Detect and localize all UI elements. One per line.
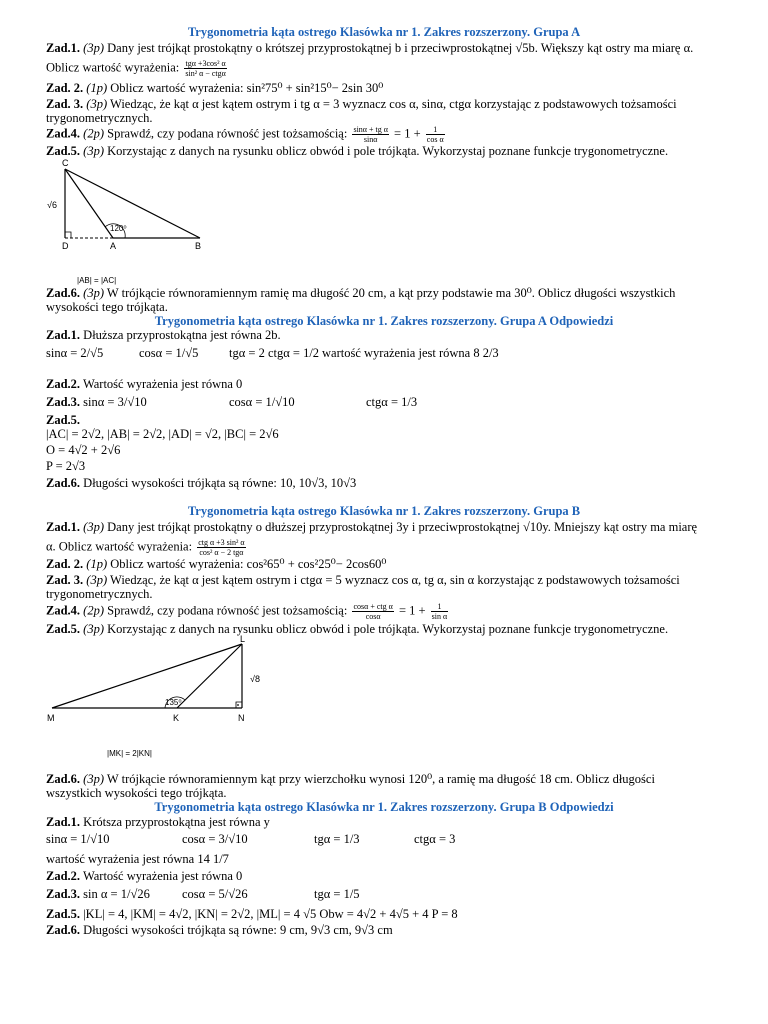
b-condition: |MK| = 2|KN|: [107, 749, 152, 758]
a-task-6-cont: wysokości tego trójkąta.: [46, 300, 168, 314]
a-condition: |AB| = |AC|: [77, 276, 117, 285]
b-task-4: Zad.4. (2p) Sprawdź, czy podana równość jest tożsamością: $\frac{\text{cosα + ctg α}}{\cos\alpha}$ = 1 + $\frac{1}{\text{sin α}}$: [46, 602, 448, 621]
b-task-3: Zad. 3. (3p) Wiedząc, że kąt α jest kątem ostrym i ctgα = 5 wyznacz cos α, tg α, sin α korzystając z podstawowych tożsamości: [46, 573, 680, 587]
b-task-1-expr: α. Oblicz wartość wyrażenia: $\frac{\text{ctg α +3 sin² α}}{\text{cos² α − 2 tgα}}$: [46, 538, 245, 557]
a-point-d: D: [62, 241, 69, 251]
b-angle-label: 135⁰: [165, 698, 182, 707]
ans-b-6: Zad.6. Długości wysokości trójkąta są równe: 9 cm, 9√3 cm, 9√3 cm: [46, 923, 393, 937]
a-point-b: B: [195, 241, 202, 251]
group-a-title: Trygonometria kąta ostrego Klasówka nr 1. Zakres rozszerzony. Grupa A: [187, 25, 581, 39]
group-b-title: Trygonometria kąta ostrego Klasówka nr 1. Zakres rozszerzony. Grupa B: [187, 504, 581, 518]
answers-a-title: Trygonometria kąta ostrego Klasówka nr 1. Zakres rozszerzony. Grupa A Odpowiedzi: [154, 314, 614, 328]
b-task-4-fraction: $\frac{\text{cosα + ctg α}}{\cos\alpha}$: [353, 602, 393, 621]
a-task-3-cont: trygonometrycznych.: [46, 111, 153, 125]
ans-a-3: Zad.3. sinα = 3/√10 cosα = 1/√10 ctgα = 1/3: [46, 395, 418, 409]
b-triangle-figure: [45, 632, 285, 762]
b-task-4-fraction-2: $\frac{1}{\text{sin α}}$: [431, 602, 448, 621]
b-task-3-cont: trygonometrycznych.: [46, 587, 153, 601]
b-task-6-cont: wszystkich wysokości tego trójkąta.: [46, 786, 227, 800]
a-task-1-expr: Oblicz wartość wyrażenia: $\frac{\text{tgα +3cos² α}}{\text{sin² α − ctgα}}$: [46, 59, 226, 78]
a-task-4-fraction: $\frac{\text{sinα + tg α}}{\sin\alpha}$: [353, 125, 388, 144]
ans-a-5-l3: P = 2√3: [46, 459, 86, 473]
a-point-c: C: [62, 158, 69, 168]
b-task-5: Zad.5. (3p) Korzystając z danych na rysunku oblicz obwód i pole trójkąta. Wykorzystaj poznane funkcje trygonometryczne.: [46, 622, 669, 636]
b-point-l: L: [240, 634, 246, 644]
a-side-label: √6: [47, 200, 57, 210]
ans-a-5-label: Zad.5.: [46, 413, 81, 427]
ans-a-5-l2: O = 4√2 + 2√6: [46, 443, 121, 457]
a-point-a: A: [110, 241, 117, 251]
b-task-1-fraction: $\frac{\text{ctg α +3 sin² α}}{\text{cos² α − 2 tgα}}$: [198, 538, 245, 557]
b-task-2: Zad. 2. (1p) Oblicz wartość wyrażenia: cos²65⁰ + cos²25⁰− 2cos60⁰: [46, 557, 387, 571]
ans-a-5-l1: |AC| = 2√2, |AB| = 2√2, |AD| = √2, |BC| = 2√6: [46, 427, 279, 441]
ans-b-3: Zad.3. sin α = 1/√26 cosα = 5/√26 tgα = 1/5: [46, 887, 360, 901]
a-task-2: Zad. 2. (1p) Oblicz wartość wyrażenia: sin²75⁰ + sin²15⁰− 2sin 30⁰: [46, 81, 384, 95]
b-side-label: √8: [250, 674, 260, 684]
a-task-1: Zad.1. (3p) Dany jest trójkąt prostokątny o krótszej przyprostokątnej b i przeciwprostokątnej √5b. Większy kąt ostry ma miarę α.: [46, 41, 694, 55]
ans-a-1: Zad.1. Dłuższa przyprostokątna jest równa 2b.: [46, 328, 281, 342]
a-task-5: Zad.5. (3p) Korzystając z danych na rysunku oblicz obwód i pole trójkąta. Wykorzystaj poznane funkcje trygonometryczne.: [46, 144, 669, 158]
ans-b-2: Zad.2. Wartość wyrażenia jest równa 0: [46, 869, 243, 883]
b-point-k: K: [173, 713, 180, 723]
a-triangle-figure: [45, 155, 225, 290]
a-task-4: Zad.4. (2p) Sprawdź, czy podana równość jest tożsamością: $\frac{\text{sinα + tg α}}{\sin\alpha}$ = 1 + $\frac{1}{\text{cos α}}$: [46, 125, 444, 144]
a-task-1-fraction: $\frac{\text{tgα +3cos² α}}{\text{sin² α − ctgα}}$: [185, 59, 226, 78]
a-task-4-fraction-2: $\frac{1}{\text{cos α}}$: [426, 125, 444, 144]
ans-b-1-value: wartość wyrażenia jest równa 14 1/7: [46, 852, 229, 866]
ans-a-6: Zad.6. Długości wysokości trójkąta są równe: 10, 10√3, 10√3: [46, 476, 357, 490]
a-angle-label: 120⁰: [110, 224, 127, 233]
a-task-3: Zad. 3. (3p) Wiedząc, że kąt α jest kątem ostrym i tg α = 3 wyznacz cos α, sinα, ctgα korzystając z podstawowych tożsamości: [46, 97, 677, 111]
a-task-6: Zad.6. (3p) W trójkącie równoramiennym ramię ma długość 20 cm, a kąt przy podstawie ma 30⁰. Oblicz długości wszystkich: [46, 286, 676, 300]
ans-a-2: Zad.2. Wartość wyrażenia jest równa 0: [46, 377, 243, 391]
ans-b-1: Zad.1. Krótsza przyprostokątna jest równa y: [46, 815, 270, 829]
b-point-m: M: [47, 713, 55, 723]
b-task-1: Zad.1. (3p) Dany jest trójkąt prostokątny o dłuższej przyprostokątnej 3y i przeciwprostokątnej √10y. Mniejszy kąt ostry ma miarę: [46, 520, 698, 534]
worksheet-page: Trygonometria kąta ostrego Klasówka nr 1. Zakres rozszerzony. Grupa A Zad.1. (3p) Dany jest trójkąt prostokątny o krótszej przyprostokątnej b i przeciwprostokątnej √5b. Większy kąt ostry ma miarę α. Oblicz wartość wyrażenia: $\frac{\text{tgα +3cos² α}}{\text{sin² α − ctgα}}$ Zad. 2. (1p) Oblicz wartość wyrażenia: sin²75⁰ + sin²15⁰− 2sin 30⁰ Zad. 3. (3p) Wiedząc, że kąt α jest kątem ostrym i tg α = 3 wyznacz cos α, sinα, ctgα korzystając z podstawowych tożsamości trygonometrycznych. Zad.4. (2p) Sprawdź, czy podana równość jest tożsamością: $\frac{\text{sinα + tg α}}{\sin\alpha}$ = 1 + $\frac{1}{\text{cos α}}$ Zad.5. (3p) Korzystając z danych na rysunku oblicz obwód i pole trójkąta. Wykorzystaj poznane funkcje trygonometryczne. C D A B √6 120⁰ |AB| = |AC| Zad.6. (3p) W trójkącie równoramiennym ramię ma długość 20 cm, a kąt przy podstawie ma 30⁰. Oblicz długości wszystkich wysokości tego trójkąta. Trygonometria kąta ostrego Klasówka nr 1. Zakres rozszerzony. Grupa A Odpowiedzi Zad.1. Dłuższa przyprostokątna jest równa 2b. sinα = 2/√5 cosα = 1/√5 tgα = 2 ctgα = 1/2 wartość wyrażenia jest równa 8 2/3 Zad.2. Wartość wyrażenia jest równa 0 Zad.3. sinα = 3/√10 cosα = 1/√10 ctgα = 1/3 Zad.5. |AC| = 2√2, |AB| = 2√2, |AD| = √2, |BC| = 2√6 O = 4√2 + 2√6 P = 2√3 Zad.6. Długości wysokości trójkąta są równe: 10, 10√3, 10√3 Trygonometria kąta ostrego Klasówka nr 1. Zakres rozszerzony. Grupa B Zad.1. (3p) Dany jest trójkąt prostokątny o dłuższej przyprostokątnej 3y i przeciwprostokątnej √10y. Mniejszy kąt ostry ma miarę α. Oblicz wartość wyrażenia: $\frac{\text{ctg α +3 sin² α}}{\text{cos² α − 2 tgα}}$ Zad. 2. (1p) Oblicz wartość wyrażenia: cos²65⁰ + cos²25⁰− 2cos60⁰ Zad. 3. (3p) Wiedząc, że kąt α jest kątem ostrym i ctgα = 5 wyznacz cos α, tg α, sin α korzystając z podstawowych tożsamości trygonometrycznych. Zad.4. (2p) Sprawdź, czy podana równość jest tożsamością: $\frac{\text{cosα + ctg α}}{\cos\alpha}$ = 1 + $\frac{1}{\text{sin α}}$ Zad.5. (3p) Korzystając z danych na rysunku oblicz obwód i pole trójkąta. Wykorzystaj poznane funkcje trygonometryczne. L M K N √8 135⁰ |MK| = 2|KN| Zad.6. (3p) W trójkącie równoramiennym kąt przy wierzchołku wynosi 120⁰, a ramię ma długość 18 cm. Oblicz długości wszystkich wysokości tego trójkąta. Trygonometria kąta ostrego Klasówka nr 1. Zakres rozszerzony. Grupa B Odpowiedzi Zad.1. Krótsza przyprostokątna jest równa y sinα = 1/√10 cosα = 3/√10 tgα = 1/3 ctgα = 3 wartość wyrażenia jest równa 14 1/7 Zad.2. Wartość wyrażenia jest równa 0 Zad.3. sin α = 1/√26 cosα = 5/√26 tgα = 1/5 Zad.5. |KL| = 4, |KM| = 4√2, |KN| = 2√2, |ML| = 4 √5 Obw = 4√2 + 4√5 + 4 P = 8 Zad.6. Długości wysokości trójkąta są równe: 9 cm, 9√3 cm, 9√3 cm: [0, 0, 768, 1024]
b-task-6: Zad.6. (3p) W trójkącie równoramiennym kąt przy wierzchołku wynosi 120⁰, a ramię ma długość 18 cm. Oblicz długości: [46, 772, 655, 786]
b-point-n: N: [238, 713, 245, 723]
answers-b-title: Trygonometria kąta ostrego Klasówka nr 1. Zakres rozszerzony. Grupa B Odpowiedzi: [154, 800, 614, 814]
ans-b-5: Zad.5. |KL| = 4, |KM| = 4√2, |KN| = 2√2, |ML| = 4 √5 Obw = 4√2 + 4√5 + 4 P = 8: [46, 907, 458, 921]
